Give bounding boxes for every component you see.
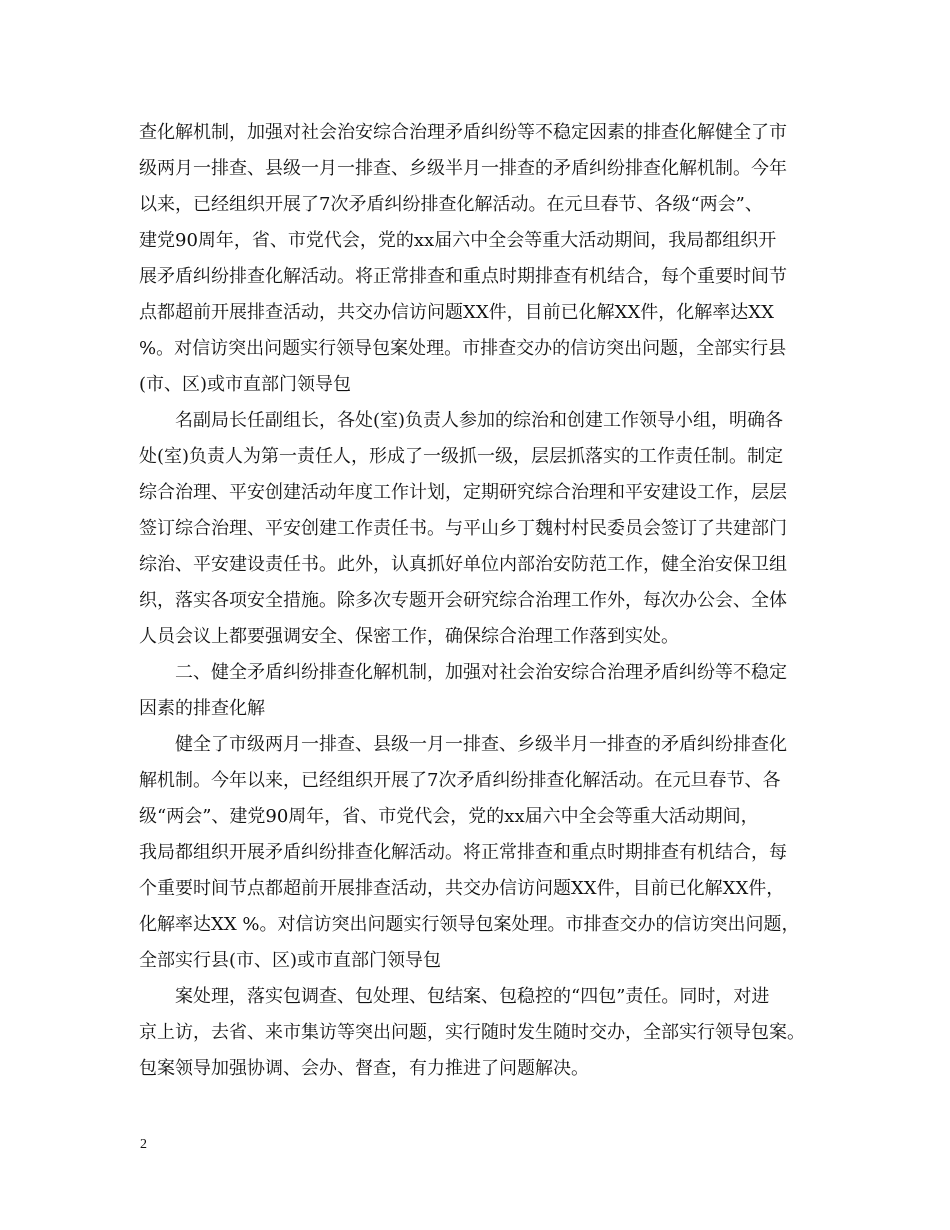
text-line: 包案领导加强协调、会办、督查，有力推进了问题解决。 [139,1058,589,1079]
text-line: 处(室)负责人为第一责任人，形成了一级抓一级，层层抓落实的工作责任制。制定 [139,446,784,467]
text-line: 全部实行县(市、区)或市直部门领导包 [139,950,442,971]
text-line: 人员会议上都要强调安全、保密工作，确保综合治理工作落到实处。 [139,626,679,647]
text-line: 综合治理、平安创建活动年度工作计划，定期研究综合治理和平安建设工作，层层 [139,482,787,503]
text-line: 展矛盾纠纷排查化解活动。将正常排查和重点时期排查有机结合，每个重要时间节 [139,266,787,287]
text-line: %。对信访突出问题实行领导包案处理。市排查交办的信访突出问题，全部实行县 [139,338,787,359]
body-text [139,115,819,1087]
text-line: 级两月一排查、县级一月一排查、乡级半月一排查的矛盾纠纷排查化解机制。今年 [139,158,787,179]
text-line: 化解率达XX %。对信访突出问题实行领导包案处理。市排查交办的信访突出问题， [139,914,800,935]
text-line: 建党90周年，省、市党代会，党的xx届六中全会等重大活动期间，我局都组织开 [139,230,777,251]
text-line: 以来，已经组织开展了7次矛盾纠纷排查化解活动。在元旦春节、各级“两会”、 [139,194,763,215]
text-line: 综治、平安建设责任书。此外，认真抓好单位内部治安防范工作，健全治安保卫组 [139,554,787,575]
text-line: 个重要时间节点都超前开展排查活动，共交办信访问题XX件，目前已化解XX件， [139,878,785,899]
paragraph-first-line: 名副局长任副组长，各处(室)负责人参加的综治和创建工作领导小组，明确各 [175,410,784,431]
text-line: 级“两会”、建党90周年，省、市党代会，党的xx届六中全会等重大活动期间， [139,806,759,827]
text-line: 我局都组织开展矛盾纠纷排查化解活动。将正常排查和重点时期排查有机结合，每 [139,842,787,863]
paragraph-first-line: 案处理，落实包调查、包处理、包结案、包稳控的“四包”责任。同时，对进 [175,986,770,1007]
text-line: 签订综合治理、平安创建工作责任书。与平山乡丁魏村村民委员会签订了共建部门 [139,518,787,539]
text-line: 京上访，去省、来市集访等突出问题，实行随时发生随时交办，全部实行领导包案。 [139,1022,805,1043]
text-line: 查化解机制，加强对社会治安综合治理矛盾纠纷等不稳定因素的排查化解健全了市 [139,122,787,143]
text-line: 织，落实各项安全措施。除多次专题开会研究综合治理工作外，每次办公会、全体 [139,590,787,611]
section-heading-line: 二、健全矛盾纠纷排查化解机制，加强对社会治安综合治理矛盾纠纷等不稳定 [175,662,787,683]
text-line: 解机制。今年以来，已经组织开展了7次矛盾纠纷排查化解活动。在元旦春节、各 [139,770,781,791]
text-line: (市、区)或市直部门领导包 [139,374,352,395]
text-line: 点都超前开展排查活动，共交办信访问题XX件，目前已化解XX件，化解率达XX [139,302,774,323]
section-heading-line: 因素的排查化解 [139,698,265,719]
paragraph-first-line: 健全了市级两月一排查、县级一月一排查、乡级半月一排查的矛盾纠纷排查化 [175,734,787,755]
page-number: 2 [140,1137,147,1152]
